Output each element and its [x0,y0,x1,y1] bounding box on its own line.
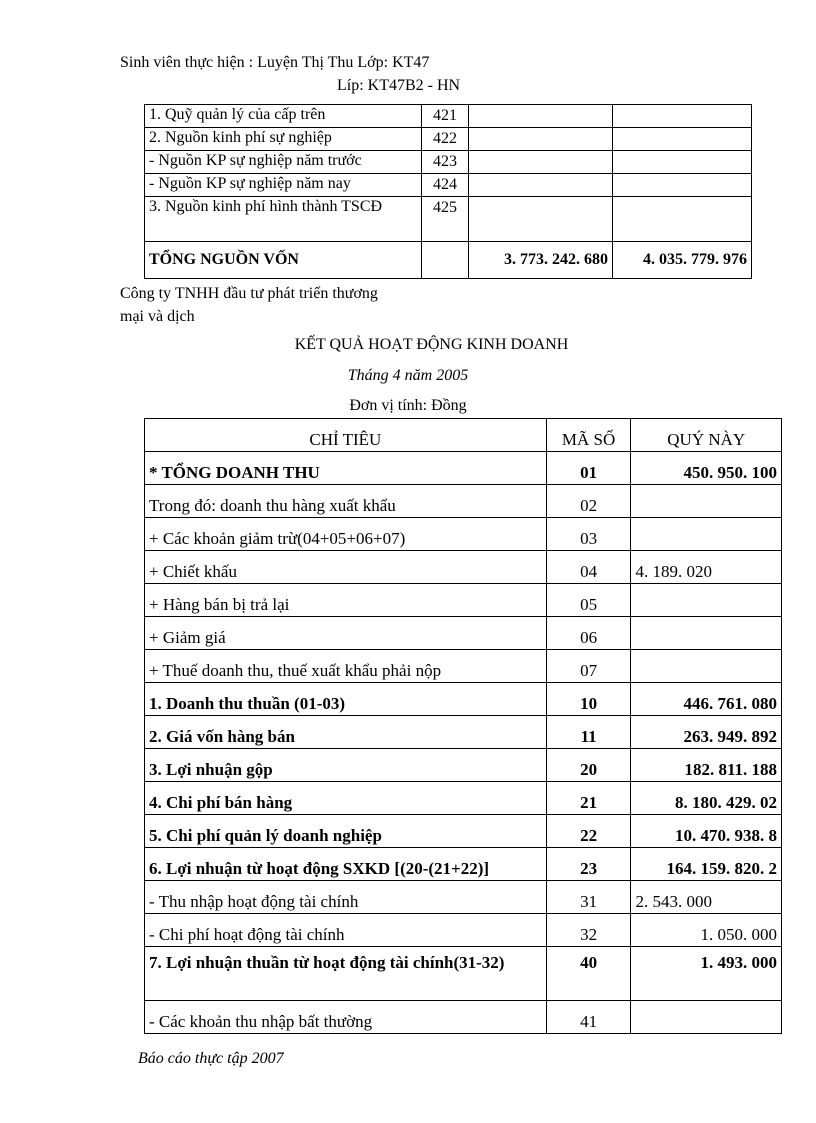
row-value-1 [469,128,613,151]
row-value [631,518,782,551]
row-code: 11 [546,716,631,749]
row-label: 2. Nguồn kinh phí sự nghiệp [145,128,422,151]
row-value: 1. 050. 000 [631,914,782,947]
row-code: 20 [546,749,631,782]
row-label: 5. Chi phí quản lý doanh nghiệp [145,815,547,848]
row-code: 41 [546,1001,631,1034]
row-label: - Chi phí hoạt động tài chính [145,914,547,947]
row-value: 263. 949. 892 [631,716,782,749]
table-row [145,197,752,242]
row-label: + Chiết khấu [145,551,547,584]
footer-note: Báo cáo thực tập 2007 [138,1050,284,1067]
header-value: QUÝ NÀY [631,419,782,452]
row-label: Trong đó: doanh thu hàng xuất khẩu [145,485,547,518]
row-value: 2. 543. 000 [631,881,782,914]
row-value-1 [469,151,613,174]
row-value: 8. 180. 429. 02 [631,782,782,815]
row-code: 424 [422,174,469,197]
row-value-1 [469,197,613,242]
row-label: + Giảm giá [145,617,547,650]
row-value-2 [613,105,752,128]
table-row [145,551,782,584]
company-name: Công ty TNHH đầu tư phát triển thương mại và dịch [120,285,378,325]
row-code: 23 [546,848,631,881]
row-value: 10. 470. 938. 8 [631,815,782,848]
row-label: 3. Lợi nhuận gộp [145,749,547,782]
row-value-2 [613,174,752,197]
income-statement-table [144,418,782,1034]
row-label: 3. Nguồn kinh phí hình thành TSCĐ [145,197,422,242]
row-value: 182. 811. 188 [631,749,782,782]
header-code: MÃ SỐ [546,419,631,452]
row-label: * TỔNG DOANH THU [145,452,547,485]
table-row [145,716,782,749]
row-value [631,650,782,683]
row-label: - Nguồn KP sự nghiệp năm nay [145,174,422,197]
report-title: KẾT QUẢ HOẠT ĐỘNG KINH DOANH [294,336,569,353]
row-value [631,1001,782,1034]
row-label: - Thu nhập hoạt động tài chính [145,881,547,914]
row-code: 31 [546,881,631,914]
class-info: Líp: KT47B2 - HN [337,77,461,94]
row-value [631,584,782,617]
total-row [145,242,752,279]
row-code: 32 [546,914,631,947]
row-code: 422 [422,128,469,151]
row-value: 164. 159. 820. 2 [631,848,782,881]
row-code: 423 [422,151,469,174]
header-indicator: CHỈ TIÊU [145,419,547,452]
row-label: 1. Quỹ quản lý của cấp trên [145,105,422,128]
row-code: 10 [546,683,631,716]
total-label: TỔNG NGUỒN VỐN [145,242,422,279]
table-row [145,848,782,881]
row-value-2 [613,128,752,151]
row-value: 446. 761. 080 [631,683,782,716]
row-value-1 [469,174,613,197]
row-code: 05 [546,584,631,617]
report-period: Tháng 4 năm 2005 [347,367,469,384]
row-label: - Các khoản thu nhập bất thường [145,1001,547,1034]
total-code [422,242,469,279]
table-row [145,914,782,947]
row-value-2 [613,197,752,242]
row-label: + Các khoản giảm trừ(04+05+06+07) [145,518,547,551]
row-label: 1. Doanh thu thuần (01-03) [145,683,547,716]
row-value-1 [469,105,613,128]
row-code: 421 [422,105,469,128]
row-label: + Thuế doanh thu, thuế xuất khẩu phải nộp [145,650,547,683]
table-row [145,452,782,485]
total-value-2: 4. 035. 779. 976 [613,242,752,279]
row-code: 40 [546,947,631,1001]
row-label: + Hàng bán bị trả lại [145,584,547,617]
row-code: 425 [422,197,469,242]
report-unit: Đơn vị tính: Đồng [349,397,467,414]
row-value: 1. 493. 000 [631,947,782,1001]
table-row [145,881,782,914]
balance-sheet-table [144,104,752,279]
row-code: 06 [546,617,631,650]
table-row [145,128,752,151]
header-row [145,419,782,452]
row-label: 4. Chi phí bán hàng [145,782,547,815]
table-row [145,485,782,518]
table-row [145,174,752,197]
student-info: Sinh viên thực hiện : Luyện Thị Thu Lớp: KT47 [120,54,430,71]
row-value: 450. 950. 100 [631,452,782,485]
row-code: 21 [546,782,631,815]
row-code: 07 [546,650,631,683]
row-label: 2. Giá vốn hàng bán [145,716,547,749]
row-label: 6. Lợi nhuận từ hoạt động SXKD [(20-(21+22)] [145,848,547,881]
row-label: 7. Lợi nhuận thuần từ hoạt động tài chính(31-32) [145,947,547,1001]
table-row [145,683,782,716]
row-value: 4. 189. 020 [631,551,782,584]
row-code: 02 [546,485,631,518]
table-row [145,947,782,1001]
table-row [145,650,782,683]
table-row [145,518,782,551]
table-row [145,749,782,782]
total-value-1: 3. 773. 242. 680 [469,242,613,279]
table-row [145,151,752,174]
table-row [145,1001,782,1034]
row-code: 04 [546,551,631,584]
table-row [145,584,782,617]
row-label: - Nguồn KP sự nghiệp năm trước [145,151,422,174]
row-code: 01 [546,452,631,485]
table-row [145,782,782,815]
table-row [145,105,752,128]
table-row [145,617,782,650]
row-value [631,617,782,650]
row-value [631,485,782,518]
row-code: 03 [546,518,631,551]
table-row [145,815,782,848]
row-code: 22 [546,815,631,848]
row-value-2 [613,151,752,174]
